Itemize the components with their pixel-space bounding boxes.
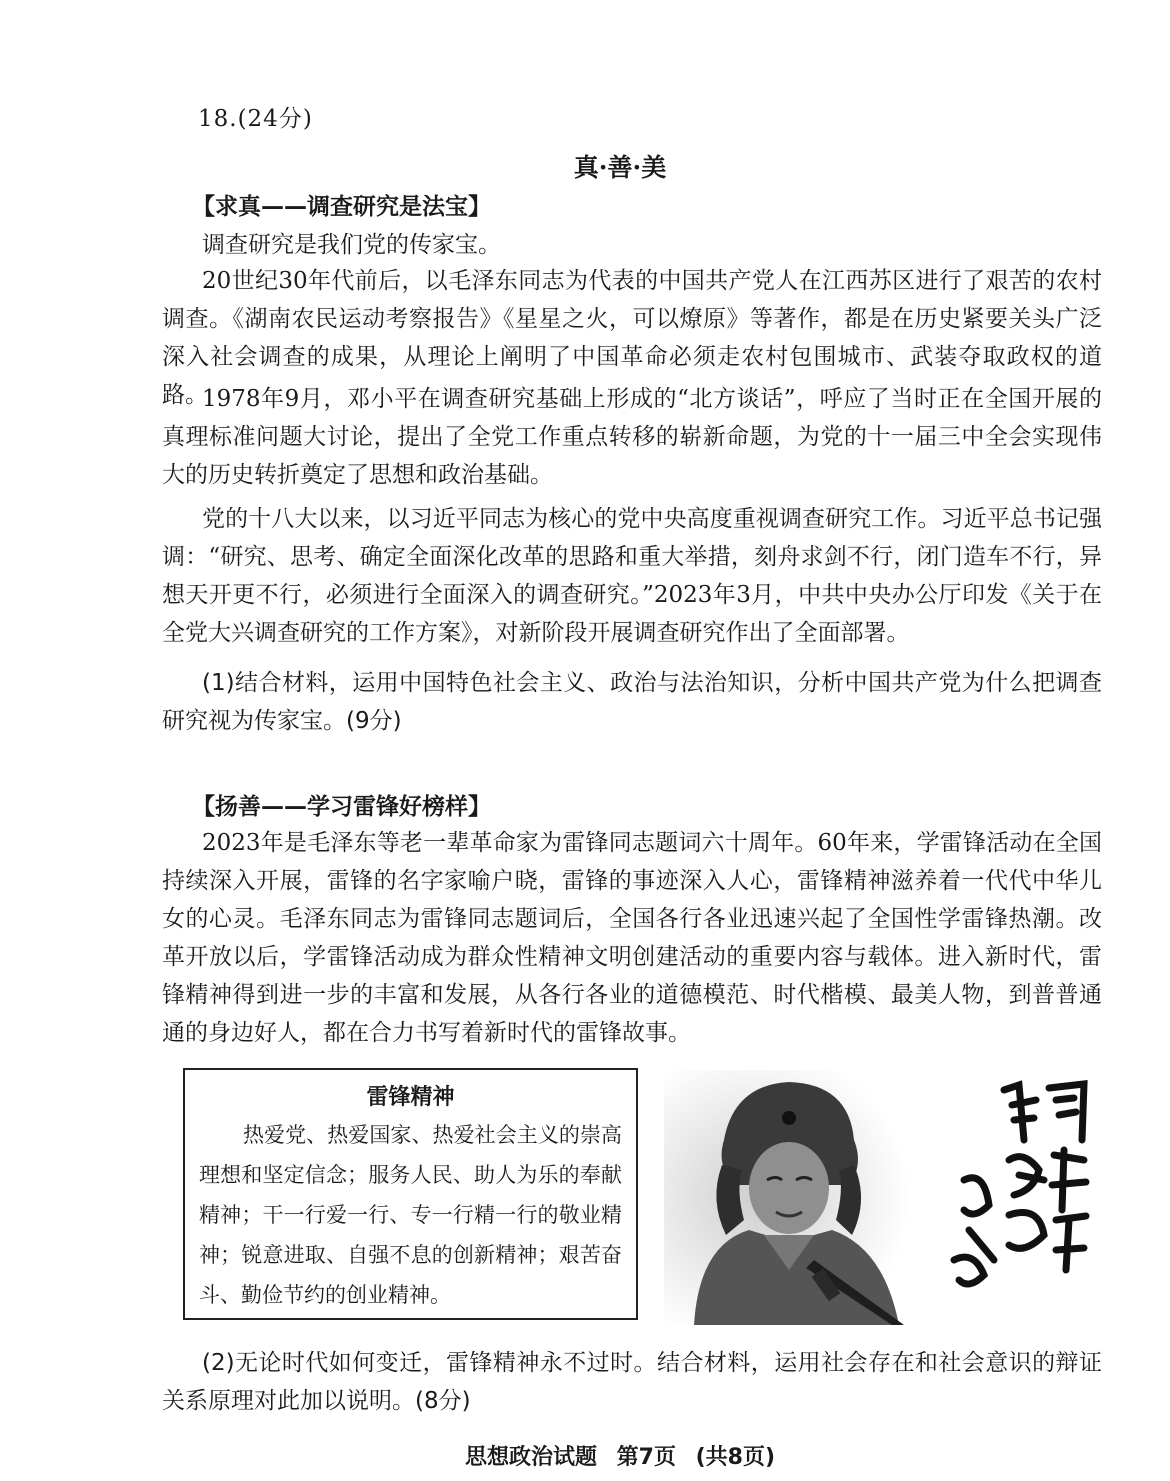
- box-title: 雷锋精神: [366, 1085, 455, 1110]
- footer-total: (共8页): [695, 1445, 776, 1470]
- section2-paragraph: 2023年是毛泽东等老一辈革命家为雷锋同志题词六十周年。60年来，学雷锋活动在全国持续深入开展，雷锋的名字家喻户晓，雷锋的事迹深入人心，雷锋精神滋养着一代代中华儿女的心灵。毛泽东同志为雷锋同志题词后，全国各行各业迅速兴起了全国性学雷锋热潮。改革开放以后，学雷锋活动成为群众性精神文明创建活动的重要内容与载体。进入新时代，雷锋精神得到进一步的丰富和发展，从各行各业的道德模范、时代楷模、最美人物，到普普通通的身边好人，都在合力书写着新时代的雷锋故事。: [162, 830, 1102, 1046]
- section1-paragraph-4: 党的十八大以来，以习近平同志为核心的党中央高度重视调查研究工作。习近平总书记强调：“研究、思考、确定全面深化改革的思路和重大举措，刻舟求剑不行，闭门造车不行，异想天开更不行，必须进行全面深入的调查研究。”2023年3月，中共中央办公厅印发《关于在全党大兴调查研究的工作方案》，对新阶段开展调查研究作出了全面部署。: [162, 506, 1102, 646]
- section1-question: (1)结合材料，运用中国特色社会主义、政治与法治知识，分析中国共产党为什么把调查研究视为传家宝。(9分): [162, 670, 1102, 734]
- page-title: 真·善·美: [573, 153, 667, 182]
- section1-paragraph-3: 1978年9月，邓小平在调查研究基础上形成的“北方谈话”，呼应了当时正在全国开展的真理标准问题大讨论，提出了全党工作重点转移的崭新命题，为党的十一届三中全会实现伟大的历史转折奠定了思想和政治基础。: [162, 386, 1102, 488]
- section1-paragraph-2: 20世纪30年代前后，以毛泽东同志为代表的中国共产党人在江西苏区进行了艰苦的农村调查。《湖南农民运动考察报告》《星星之火，可以燎原》等著作，都是在历史紧要关头广泛深入社会调查的成果，从理论上阐明了中国革命必须走农村包围城市、武装夺取政权的道路。: [162, 268, 1102, 408]
- section2-question: (2)无论时代如何变迁，雷锋精神永不过时。结合材料，运用社会存在和社会意识的辩证关系原理对此加以说明。(8分): [162, 1350, 1102, 1414]
- page-footer: [0, 1440, 1170, 1471]
- section2-heading: 【扬善——学习雷锋好榜样】: [192, 794, 491, 820]
- section1-heading: 【求真——调查研究是法宝】: [192, 194, 491, 220]
- box-body: 热爱党、热爱国家、热爱社会主义的崇高理想和坚定信念；服务人民、助人为乐的奉献精神；干一行爱一行、专一行精一行的敬业精神；锐意进取、自强不息的创新精神；艰苦奋斗、勤俭节约的创业精神。: [199, 1123, 622, 1307]
- leifeng-spirit-box: [183, 1068, 638, 1320]
- leifeng-photo-with-calligraphy: [664, 1070, 1104, 1325]
- footer-subject: 思想政治试题: [464, 1445, 597, 1470]
- question-number: 18.(24分): [198, 106, 313, 132]
- footer-page: 第7页: [616, 1445, 676, 1470]
- section1-paragraph-1: 调查研究是我们党的传家宝。: [202, 232, 501, 258]
